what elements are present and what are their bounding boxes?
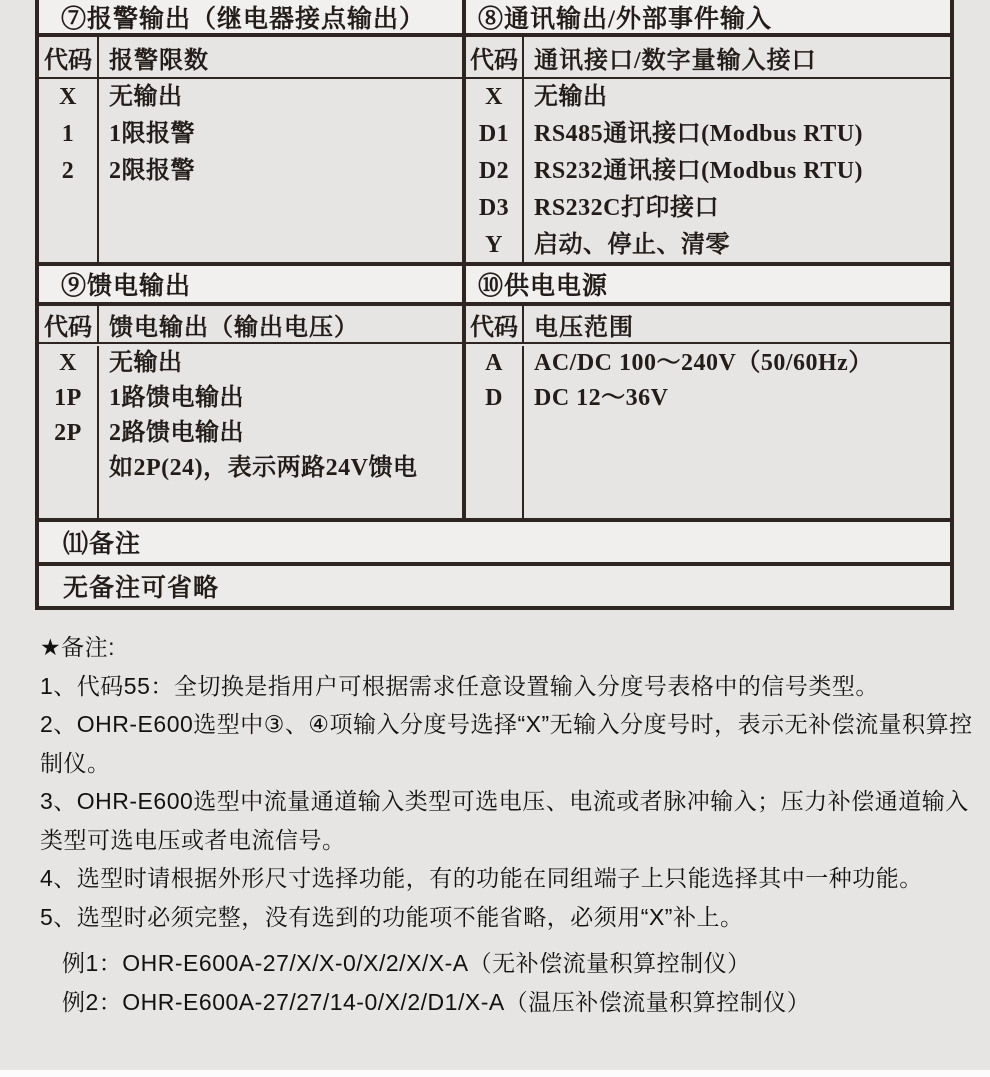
desc-cell: DC 12～36V	[534, 385, 669, 411]
code-column	[466, 79, 524, 262]
code-column	[39, 346, 99, 518]
code-cell: 2P	[54, 420, 82, 446]
example-item-2: 例2：OHR-E600A-27/27/14-0/X/2/D1/X-A（温压补偿流量积算控制仪）	[62, 988, 811, 1015]
code-cell: X	[59, 84, 77, 110]
remark-content-row: 无备注可省略	[35, 562, 954, 610]
col-header-desc: 通讯接口/数字量输入接口	[534, 47, 817, 74]
code-cell: D2	[478, 158, 510, 184]
code-cell: D3	[478, 195, 510, 221]
note-item-5: 5、选型时必须完整，没有选到的功能项不能省略，必须用“X”补上。	[40, 903, 744, 930]
note-item-3: 3、OHR-E600选型中流量通道输入类型可选电压、电流或者脉冲输入；压力补偿通道输入类型可选电压或者电流信号。	[40, 788, 969, 853]
col-header-code: 代码	[466, 306, 524, 342]
code-cell: X	[59, 350, 77, 376]
table-power-feed-output	[35, 262, 466, 522]
note-item-2: 2、OHR-E600选型中③、④项输入分度号选择“X”无输入分度号时，表示无补偿流量积算控制仪。	[40, 711, 973, 776]
code-cell	[39, 451, 97, 486]
example-item-1: 例1：OHR-E600A-27/X/X-0/X/2/X/X-A（无补偿流量积算控制仪）	[62, 950, 751, 976]
col-header-desc: 电压范围	[534, 314, 634, 341]
code-column	[39, 79, 99, 262]
section-title-power-feed: ⑨馈电输出	[39, 266, 462, 306]
table-alarm-output	[35, 0, 466, 266]
table-body	[466, 344, 950, 518]
desc-column	[524, 346, 950, 518]
page-bottom-edge	[0, 1070, 990, 1077]
desc-cell: 2限报警	[109, 158, 195, 184]
section-row-top	[35, 0, 954, 266]
selection-tables-panel	[35, 0, 954, 610]
desc-cell: 无输出	[534, 84, 608, 110]
code-cell: D1	[478, 121, 510, 147]
desc-cell: 1限报警	[109, 121, 195, 147]
section-row-middle	[35, 262, 954, 522]
code-cell: Y	[485, 232, 503, 258]
desc-cell: 1路馈电输出	[109, 385, 244, 411]
notes-panel	[40, 628, 988, 1021]
desc-column	[99, 346, 462, 518]
note-item-4: 4、选型时请根据外形尺寸选择功能，有的功能在同组端子上只能选择其中一种功能。	[40, 865, 923, 891]
table-body	[39, 344, 462, 518]
section-title-alarm-output: ⑦报警输出（继电器接点输出）	[39, 0, 462, 37]
section-title-comm-output: ⑧通讯输出/外部事件输入	[466, 0, 950, 37]
code-cell: 1P	[54, 385, 82, 411]
desc-cell: RS232通讯接口(Modbus RTU)	[534, 158, 864, 184]
col-header-desc: 馈电输出（输出电压）	[109, 314, 359, 341]
desc-cell: 无输出	[109, 84, 183, 110]
table-supply-power	[462, 262, 954, 522]
col-header-desc: 报警限数	[109, 47, 209, 74]
table-header-row	[39, 37, 462, 79]
desc-cell: 如2P(24)，表示两路24V馈电	[109, 455, 418, 481]
desc-column	[524, 79, 950, 262]
col-header-code: 代码	[466, 37, 524, 77]
notes-title: ★备注:	[40, 634, 116, 660]
code-cell: D	[485, 385, 503, 411]
table-body	[39, 79, 462, 262]
table-header-row	[466, 306, 950, 344]
desc-cell: RS232C打印接口	[534, 195, 720, 221]
desc-column	[99, 79, 462, 262]
desc-cell: 2路馈电输出	[109, 420, 244, 446]
code-cell: A	[485, 350, 503, 376]
col-header-code: 代码	[39, 306, 99, 342]
table-header-row	[39, 306, 462, 344]
table-header-row	[466, 37, 950, 79]
desc-cell: AC/DC 100～240V（50/60Hz）	[534, 350, 873, 376]
section-title-supply-power: ⑩供电电源	[466, 266, 950, 306]
note-item-1: 1、代码55：全切换是指用户可根据需求任意设置输入分度号表格中的信号类型。	[40, 672, 879, 699]
desc-cell: RS485通讯接口(Modbus RTU)	[534, 121, 864, 147]
remark-title-row: ⑾备注	[35, 518, 954, 566]
code-cell: 1	[61, 121, 75, 147]
table-body	[466, 79, 950, 262]
desc-cell: 无输出	[109, 350, 183, 376]
desc-cell: 启动、停止、清零	[534, 232, 730, 258]
code-cell: X	[485, 84, 503, 110]
col-header-code: 代码	[39, 37, 99, 77]
table-comm-output	[462, 0, 954, 266]
code-cell: 2	[61, 158, 75, 184]
code-column	[466, 346, 524, 518]
